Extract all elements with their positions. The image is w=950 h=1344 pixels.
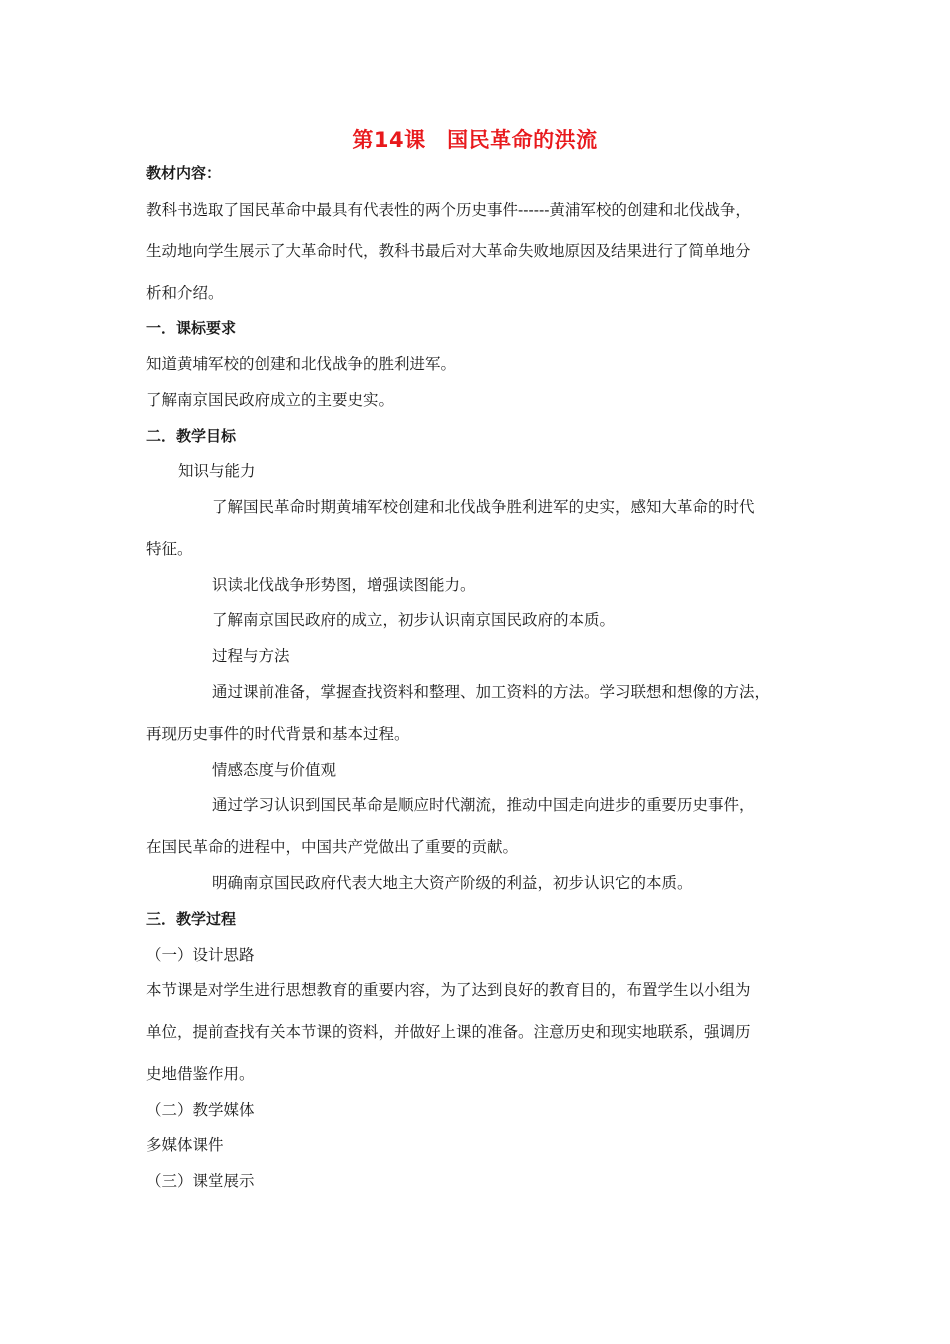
subheading-values: 情感态度与价值观 — [212, 761, 337, 779]
design-text-line: 单位，提前查找有关本节课的资料，并做好上课的准备。注意历史和现实地联系，强调历 — [146, 1023, 751, 1041]
section-heading-objectives: 二．教学目标 — [146, 427, 237, 445]
objective-text-line: 通过学习认识到国民革命是顺应时代潮流，推动中国走向进步的重要历史事件， — [212, 796, 755, 814]
lesson-title: 第14课 国民革命的洪流 — [352, 128, 598, 152]
objective-text-line: 了解国民革命时期黄埔军校创建和北伐战争胜利进军的史实，感知大革命的时代 — [212, 498, 755, 516]
design-text-line: 史地借鉴作用。 — [146, 1065, 255, 1083]
media-text-line: 多媒体课件 — [146, 1136, 224, 1154]
design-text-line: 本节课是对学生进行思想教育的重要内容，为了达到良好的教育目的，布置学生以小组为 — [146, 981, 751, 999]
subheading-classroom: （三）课堂展示 — [146, 1172, 255, 1190]
objective-text-line: 再现历史事件的时代背景和基本过程。 — [146, 725, 410, 743]
subheading-media: （二）教学媒体 — [146, 1101, 255, 1119]
subheading-process: 过程与方法 — [212, 647, 290, 665]
curriculum-item: 了解南京国民政府成立的主要史实。 — [146, 391, 395, 409]
objective-text-line: 在国民革命的进程中，中国共产党做出了重要的贡献。 — [146, 838, 519, 856]
curriculum-item: 知道黄埔军校的创建和北伐战争的胜利进军。 — [146, 355, 457, 373]
subheading-knowledge: 知识与能力 — [178, 462, 256, 480]
objective-text-line: 特征。 — [146, 540, 193, 558]
objective-text-line: 明确南京国民政府代表大地主大资产阶级的利益，初步认识它的本质。 — [212, 874, 693, 892]
objective-text-line: 识读北伐战争形势图，增强读图能力。 — [212, 576, 476, 594]
material-text-line: 析和介绍。 — [146, 284, 224, 302]
material-text-line: 教科书选取了国民革命中最具有代表性的两个历史事件------黄浦军校的创建和北伐战争， — [146, 201, 751, 219]
section-heading-curriculum: 一．课标要求 — [146, 319, 237, 337]
objective-text-line: 了解南京国民政府的成立，初步认识南京国民政府的本质。 — [212, 611, 616, 629]
section-heading-process: 三．教学过程 — [146, 910, 237, 928]
subheading-design: （一）设计思路 — [146, 946, 255, 964]
material-text-line: 生动地向学生展示了大革命时代，教科书最后对大革命失败地原因及结果进行了简单地分 — [146, 242, 751, 260]
material-heading: 教材内容： — [146, 164, 222, 182]
objective-text-line: 通过课前准备，掌握查找资料和整理、加工资料的方法。学习联想和想像的方法， — [212, 683, 771, 701]
